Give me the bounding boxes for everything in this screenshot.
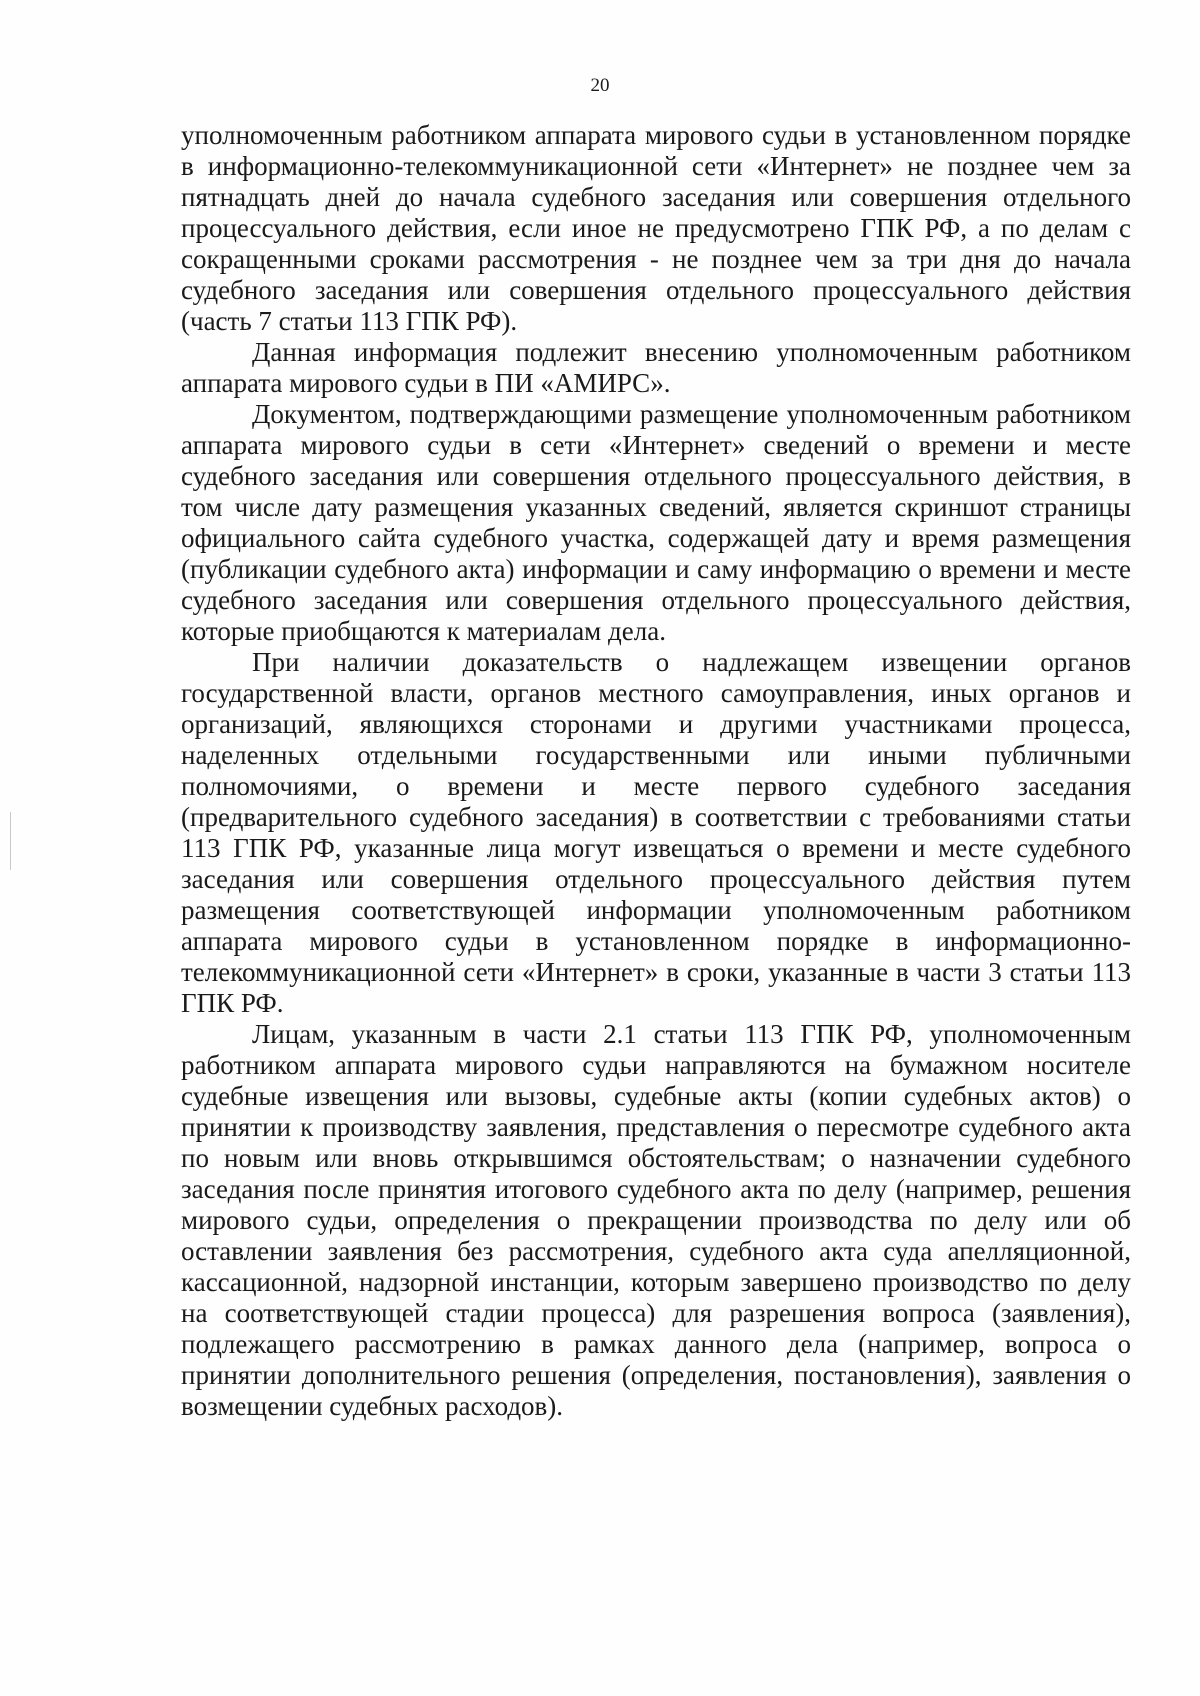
paragraph-paper-notices: Лицам, указанным в части 2.1 статьи 113 ГПК РФ, уполномоченным работником аппарата мирового судьи направляются на бумажном носителе судебные извещения или вызовы, судебные акты (копии судебных актов) о принятии к производству заявления, представления о пересмотре судебного акта по новым или вновь открывшимся обстоятельствам; о назначении судебного заседания после принятия итогового судебного акта по делу (например, решения мирового судьи, определения о прекращении производства по делу или об оставлении заявления без рассмотрения, судебного акта суда апелляционной, кассационной, надзорной инстанции, которым завершено производство по делу на соответствующей стадии процесса) для разрешения вопроса (заявления), подлежащего рассмотрению в рамках данного дела (например, вопроса о принятии дополнительного решения (определения, постановления), заявления о возмещении судебных расходов). <box>181 1019 1131 1421</box>
paragraph-continuation: уполномоченным работником аппарата мирового судьи в установленном порядке в информационно-телекоммуникационной сети «Интернет» не позднее чем за пятнадцать дней до начала судебного заседания или совершения отдельного процессуального действия, если иное не предусмотрено ГПК РФ, а по делам с сокращенными сроками рассмотрения - не позднее чем за три дня до начала судебного заседания или совершения отдельного процессуального действия (часть 7 статьи 113 ГПК РФ). <box>181 120 1131 336</box>
scan-margin-mark <box>10 812 11 870</box>
document-body <box>181 120 1131 1422</box>
paragraph-screenshot-proof: Документом, подтверждающими размещение уполномоченным работником аппарата мирового судьи в сети «Интернет» сведений о времени и месте судебного заседания или совершения отдельного процессуального действия, в том числе дату размещения указанных сведений, является скриншот страницы официального сайта судебного участка, содержащей дату и время размещения (публикации судебного акта) информации и саму информацию о времени и месте судебного заседания или совершения отдельного процессуального действия, которые приобщаются к материалам дела. <box>181 399 1131 646</box>
page-number: 20 <box>590 75 610 96</box>
paragraph-state-bodies-notice: При наличии доказательств о надлежащем извещении органов государственной власти, органов местного самоуправления, иных органов и организаций, являющихся сторонами и другими участниками процесса, наделенных отдельными государственными или иными публичными полномочиями, о времени и месте первого судебного заседания (предварительного судебного заседания) в соответствии с требованиями статьи 113 ГПК РФ, указанные лица могут извещаться о времени и месте судебного заседания или совершения отдельного процессуального действия путем размещения соответствующей информации уполномоченным работником аппарата мирового судьи в установленном порядке в информационно-телекоммуникационной сети «Интернет» в сроки, указанные в части 3 статьи 113 ГПК РФ. <box>181 647 1131 1018</box>
paragraph-amirs-entry: Данная информация подлежит внесению уполномоченным работником аппарата мирового судьи в ПИ «АМИРС». <box>181 337 1131 398</box>
